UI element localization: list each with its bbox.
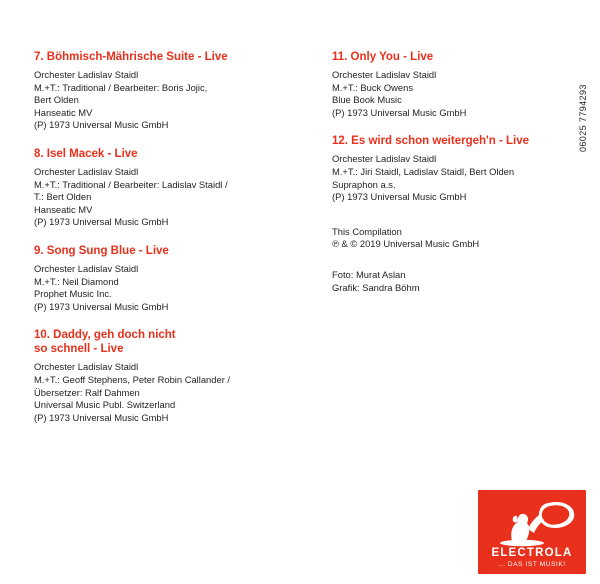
- credit-line: Foto: Murat Aslan: [332, 268, 406, 280]
- track-credit-line: (P) 1973 Universal Music GmbH: [34, 411, 169, 423]
- track-credits: [34, 166, 294, 229]
- track-credit-line: Prophet Music Inc.: [34, 288, 112, 300]
- track-title: 7. Böhmisch-Mährische Suite - Live: [34, 51, 228, 63]
- track-credits: [332, 69, 582, 119]
- track-entry: [34, 50, 294, 132]
- production-credits: [332, 269, 582, 294]
- track-title: 9. Song Sung Blue - Live: [34, 244, 169, 257]
- track-credit-line: Blue Book Music: [332, 94, 402, 106]
- track-credit-line: Supraphon a.s.: [332, 178, 396, 190]
- track-credit-line: M.+T.: Traditional / Bearbeiter: Ladislav Staidl /: [34, 178, 228, 190]
- track-credit-line: (P) 1973 Universal Music GmbH: [34, 300, 169, 312]
- track-credit-line: T.: Bert Olden: [34, 191, 92, 203]
- track-entry: [34, 328, 294, 424]
- track-list-left-column: [34, 50, 294, 439]
- catalog-number: 06025 7794293: [578, 84, 588, 152]
- track-credits: [332, 153, 582, 203]
- track-credit-line: M.+T.: Jiri Staidl, Ladislav Staidl, Bert Olden: [332, 165, 515, 177]
- logo-name: ELECTROLA: [491, 547, 573, 559]
- track-credit-line: Orchester Ladislav Staidl: [34, 262, 139, 274]
- compilation-notice: [332, 226, 582, 251]
- track-entry: [332, 134, 582, 203]
- track-title: 8. Isel Macek - Live: [34, 147, 138, 160]
- track-list-right-column: [332, 50, 582, 294]
- gramophone-icon: [478, 497, 586, 547]
- track-credit-line: (P) 1973 Universal Music GmbH: [34, 119, 169, 131]
- track-credit-line: Übersetzer: Ralf Dahmen: [34, 386, 140, 398]
- track-credit-line: Universal Music Publ. Switzerland: [34, 399, 176, 411]
- compilation-line: ℗ & © 2019 Universal Music GmbH: [332, 238, 480, 250]
- track-title: 12. Es wird schon weitergeh'n - Live: [332, 135, 530, 148]
- track-credit-line: (P) 1973 Universal Music GmbH: [332, 191, 467, 203]
- track-credit-line: Orchester Ladislav Staidl: [332, 69, 437, 80]
- track-entry: [332, 50, 582, 119]
- track-title: 11. Only You - Live: [332, 51, 434, 63]
- logo-tagline: ... DAS IST MUSIK!: [498, 561, 566, 568]
- track-credit-line: (P) 1973 Universal Music GmbH: [34, 216, 169, 228]
- track-credit-line: Orchester Ladislav Staidl: [332, 153, 437, 165]
- track-credits: [34, 69, 294, 132]
- track-credit-line: Bert Olden: [34, 94, 79, 106]
- track-credit-line: Orchester Ladislav Staidl: [34, 361, 139, 373]
- track-credit-line: M.+T.: Neil Diamond: [34, 275, 119, 287]
- track-entry: [34, 244, 294, 313]
- track-credit-line: M.+T.: Geoff Stephens, Peter Robin Callander /: [34, 373, 231, 385]
- track-title: 10. Daddy, geh doch nicht so schnell - Live: [34, 329, 176, 356]
- track-credit-line: (P) 1973 Universal Music GmbH: [332, 106, 467, 118]
- track-credit-line: Hanseatic MV: [34, 203, 93, 215]
- track-credits: [34, 263, 294, 313]
- electrola-logo: [478, 490, 586, 574]
- credit-line: Grafik: Sandra Böhm: [332, 281, 420, 293]
- track-credit-line: M.+T.: Buck Owens: [332, 81, 414, 93]
- track-credit-line: M.+T.: Traditional / Bearbeiter: Boris Jojic,: [34, 81, 208, 93]
- track-credit-line: Orchester Ladislav Staidl: [34, 165, 139, 177]
- track-entry: [34, 147, 294, 229]
- track-credit-line: Hanseatic MV: [34, 106, 93, 118]
- track-credit-line: Orchester Ladislav Staidl: [34, 69, 139, 80]
- track-credits: [34, 361, 294, 424]
- compilation-line: This Compilation: [332, 225, 402, 237]
